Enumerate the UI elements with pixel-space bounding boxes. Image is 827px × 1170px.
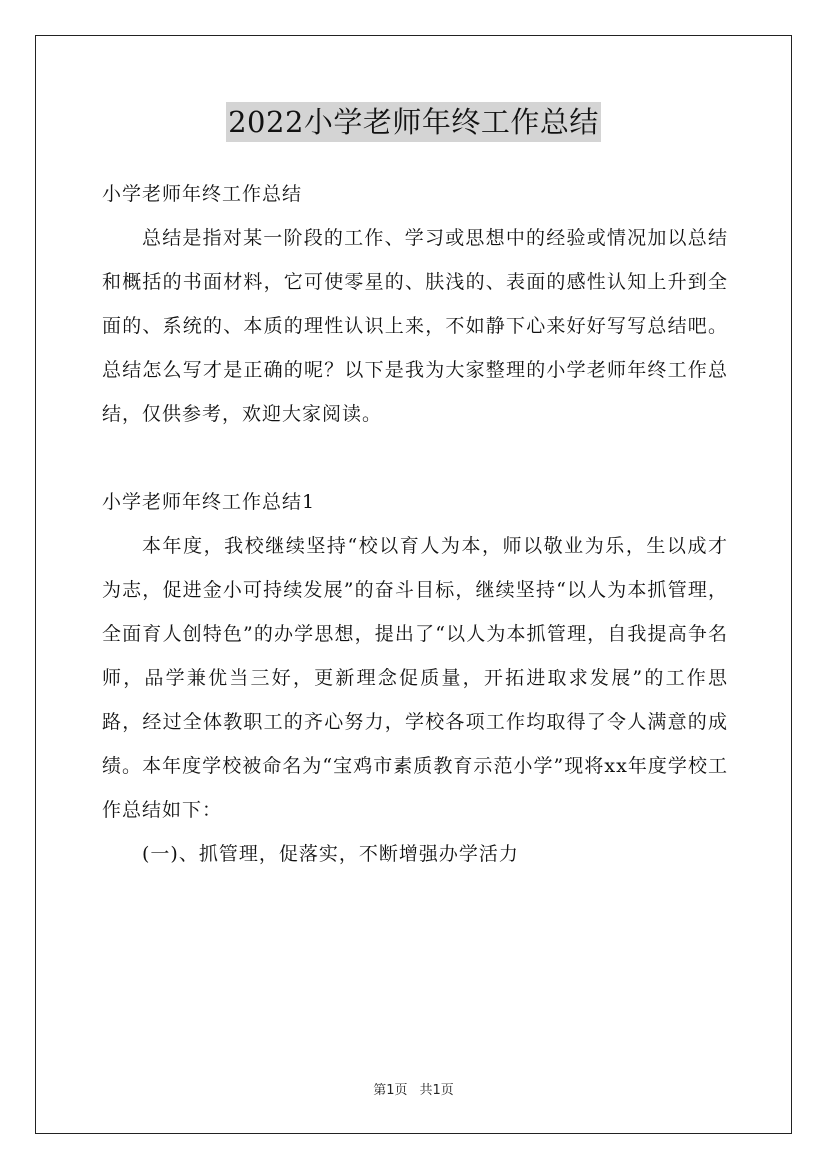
document-title[interactable]: 2022小学老师年终工作总结: [226, 102, 601, 142]
section-paragraph[interactable]: 本年度，我校继续坚持“校以育人为本，师以敬业为乐，生以成才为志，促进金小可持续发展”的奋斗目标，继续坚持“以人为本抓管理，全面育人创特色”的办学思想，提出了“以人为本抓管理，自我提高争名师，品学兼优当三好，更新理念促质量，开拓进取求发展”的工作思路，经过全体教职工的齐心努力，学校各项工作均取得了令人满意的成绩。本年度学校被命名为“宝鸡市素质教育示范小学”现将xx年度学校工作总结如下：: [102, 535, 728, 821]
document-body: [102, 172, 728, 876]
blank-line: [102, 436, 728, 480]
page-footer: [0, 1081, 827, 1101]
section-heading[interactable]: 小学老师年终工作总结1: [102, 491, 316, 513]
page-current: 第1页: [373, 1083, 408, 1098]
title-area: [0, 102, 827, 142]
subtitle[interactable]: 小学老师年终工作总结: [102, 183, 303, 205]
section-item-heading[interactable]: (一)、抓管理，促落实，不断增强办学活力: [142, 843, 519, 865]
page-total: 共1页: [419, 1083, 454, 1098]
intro-paragraph[interactable]: 总结是指对某一阶段的工作、学习或思想中的经验或情况加以总结和概括的书面材料，它可使零星的、肤浅的、表面的感性认知上升到全面的、系统的、本质的理性认识上来，不如静下心来好好写写总结吧。总结怎么写才是正确的呢？以下是我为大家整理的小学老师年终工作总结，仅供参考，欢迎大家阅读。: [102, 227, 728, 425]
